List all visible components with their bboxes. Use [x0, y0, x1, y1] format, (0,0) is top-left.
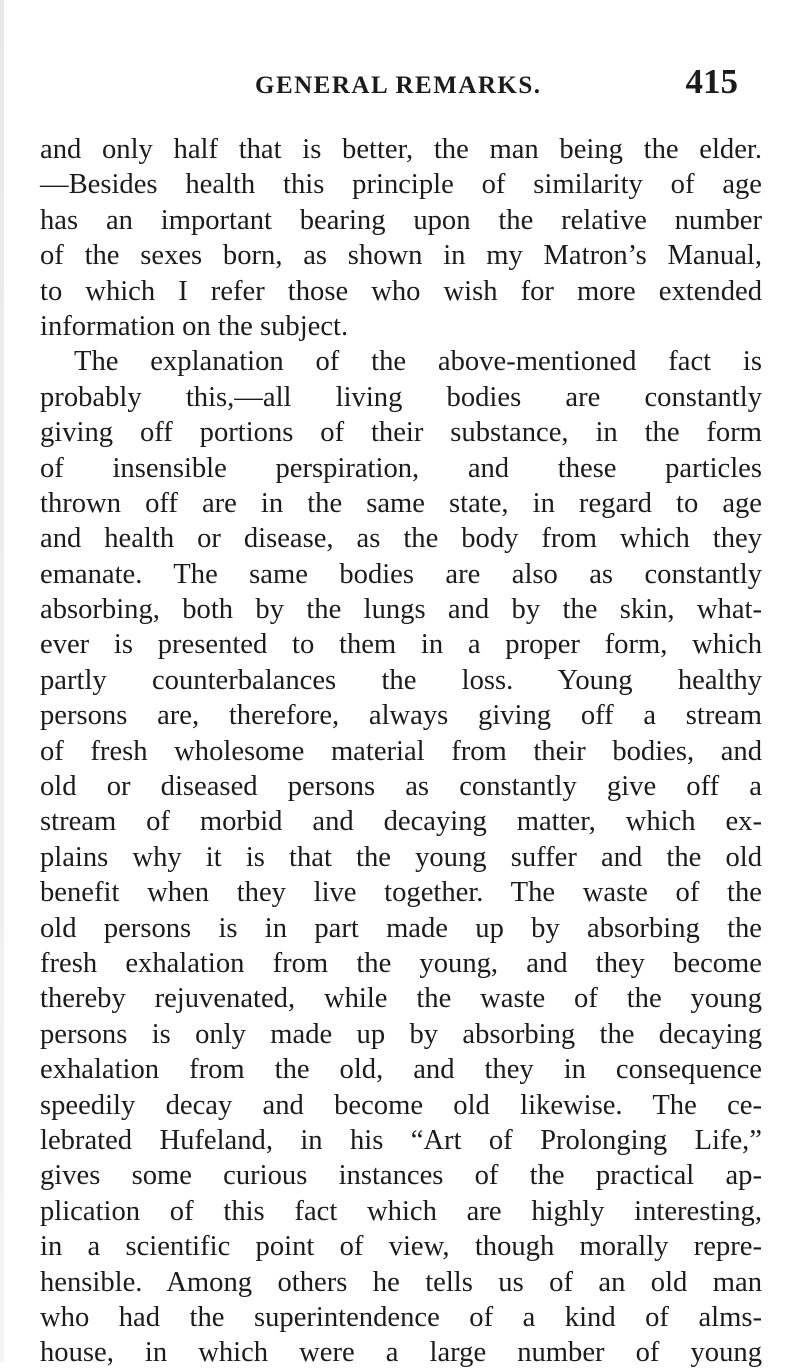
- text-line-16: partly counterbalances the loss. Young healthy: [40, 664, 762, 696]
- text-line-32: in a scientific point of view, though morally repre-: [40, 1231, 762, 1263]
- text-line-18: of fresh wholesome material from their bodies, and: [40, 735, 762, 767]
- text-line-27: exhalation from the old, and they in consequence: [40, 1054, 762, 1086]
- page-header: [0, 62, 800, 112]
- text-line-35: house, in which were a large number of young: [40, 1337, 762, 1369]
- text-line-3: has an important bearing upon the relative number: [40, 204, 762, 236]
- text-line-25: thereby rejuvenated, while the waste of the young: [40, 983, 762, 1015]
- text-line-17: persons are, therefore, always giving off a stream: [40, 700, 762, 732]
- text-line-34: who had the superintendence of a kind of alms-: [40, 1301, 762, 1333]
- page-number: 415: [685, 62, 738, 101]
- text-line-29: lebrated Hufeland, in his “Art of Prolonging Life,”: [40, 1124, 762, 1156]
- text-line-19: old or diseased persons as constantly give off a: [40, 771, 762, 803]
- text-line-15: ever is presented to them in a proper form, which: [40, 629, 762, 661]
- text-line-7: The explanation of the above-mentioned fact is: [74, 346, 762, 378]
- text-line-9: giving off portions of their substance, in the form: [40, 417, 762, 449]
- text-line-21: plains why it is that the young suffer and the old: [40, 841, 762, 873]
- text-line-4: of the sexes born, as shown in my Matron’s Manual,: [40, 240, 762, 272]
- text-line-24: fresh exhalation from the young, and they become: [40, 947, 762, 979]
- text-line-33: hensible. Among others he tells us of an old man: [40, 1266, 762, 1298]
- text-line-22: benefit when they live together. The waste of the: [40, 877, 762, 909]
- running-head: GENERAL REMARKS.: [255, 72, 542, 99]
- text-line-2: —Besides health this principle of similarity of age: [40, 169, 762, 201]
- text-line-8: probably this,—all living bodies are constantly: [40, 381, 762, 413]
- text-line-30: gives some curious instances of the practical ap-: [40, 1160, 762, 1192]
- text-line-20: stream of morbid and decaying matter, which ex-: [40, 806, 762, 838]
- text-line-5: to which I refer those who wish for more extended: [40, 275, 762, 307]
- text-line-12: and health or disease, as the body from which they: [40, 523, 762, 555]
- text-line-28: speedily decay and become old likewise. The ce-: [40, 1089, 762, 1121]
- text-line-13: emanate. The same bodies are also as constantly: [40, 558, 762, 590]
- text-line-6: information on the subject.: [40, 310, 349, 342]
- text-line-14: absorbing, both by the lungs and by the skin, what-: [40, 594, 762, 626]
- text-line-31: plication of this fact which are highly interesting,: [40, 1195, 762, 1227]
- text-line-11: thrown off are in the same state, in regard to age: [40, 487, 762, 519]
- page-edge-shadow: [0, 0, 4, 1362]
- text-line-1: and only half that is better, the man being the elder.: [40, 134, 762, 165]
- text-line-10: of insensible perspiration, and these particles: [40, 452, 762, 484]
- text-line-26: persons is only made up by absorbing the decaying: [40, 1018, 762, 1050]
- text-line-23: old persons is in part made up by absorbing the: [40, 912, 762, 944]
- body-text: [40, 132, 762, 1371]
